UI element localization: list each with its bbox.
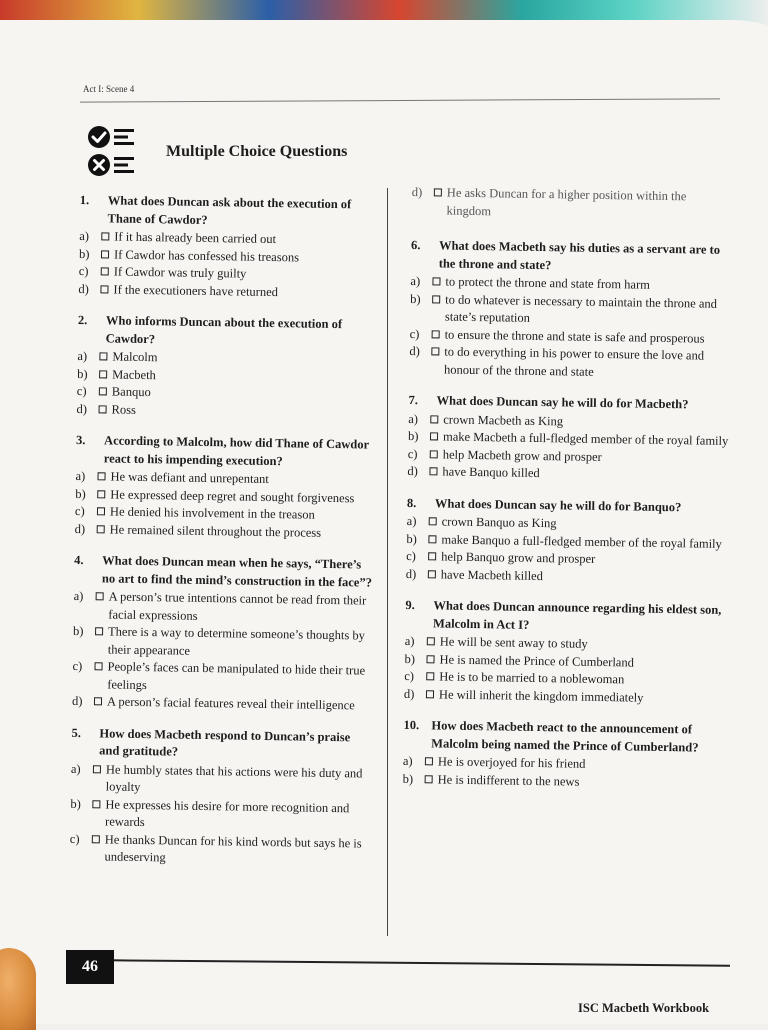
question-number: 8. [406, 495, 417, 510]
option-text: If Cawdor has confessed his treasons [113, 247, 300, 264]
option [72, 658, 373, 698]
checkbox-icon[interactable] [94, 662, 102, 670]
question-2 [76, 312, 378, 423]
question-text: What does Macbeth say his duties as a servant are to the throne and state? [438, 238, 721, 272]
option-text: Banquo [111, 384, 151, 400]
option-letter: c) [78, 263, 89, 279]
option-text: make Banquo a full-fledged member of the royal family [441, 532, 722, 551]
option-text: If Cawdor was truly guilty [113, 264, 247, 281]
option-text: People’s faces can be manipulated to hide their true feelings [107, 659, 366, 692]
option [403, 770, 725, 793]
question-text: What does Duncan mean when he says, “There’s no art to find the mind’s construction in the face”? [101, 553, 373, 590]
checkbox-icon[interactable] [96, 592, 104, 600]
option-letter: b) [404, 651, 416, 666]
checkbox-icon[interactable] [99, 405, 107, 413]
checkbox-icon[interactable] [97, 490, 105, 498]
page-number: 46 [66, 950, 114, 984]
checkbox-icon[interactable] [425, 775, 433, 783]
option-letter: b) [402, 771, 414, 786]
option-letter: b) [72, 623, 84, 639]
question-6 [409, 237, 733, 383]
question-number: 1. [79, 192, 90, 208]
option-letter: a) [79, 228, 90, 244]
option [407, 463, 729, 486]
option-letter: a) [406, 513, 417, 529]
checkbox-icon[interactable] [428, 535, 436, 543]
checkbox-icon[interactable] [101, 267, 109, 275]
option-text: If it has already been carried out [114, 229, 277, 247]
option [72, 693, 372, 715]
question-1 [78, 192, 380, 303]
question-text: What does Duncan announce regarding his eldest son, Malcolm in Act I? [432, 598, 722, 632]
question-text: What does Duncan say he will do for Macbeth? [436, 393, 689, 412]
question-text: What does Duncan say he will do for Banquo? [434, 495, 682, 514]
option-text: Ross [111, 402, 137, 417]
option-letter: a) [410, 273, 421, 289]
option [73, 623, 374, 663]
question-text: How does Macbeth respond to Duncan’s praise and gratitude? [99, 725, 351, 759]
option-letter: d) [411, 184, 423, 200]
option [406, 565, 728, 588]
option-letter: c) [69, 831, 80, 846]
checkbox-icon[interactable] [434, 188, 442, 196]
option-text: There is a way to determine someone’s thoughts by their appearance [107, 624, 366, 658]
option-text: He is overjoyed for his friend [437, 754, 586, 771]
option-letter: c) [406, 548, 416, 564]
option-text: A person’s facial features reveal their intelligence [106, 694, 355, 713]
checkbox-icon[interactable] [101, 232, 109, 240]
option [70, 795, 371, 835]
option-letter: a) [73, 588, 84, 604]
question-8 [406, 494, 729, 588]
column-divider [387, 188, 388, 936]
checkbox-icon[interactable] [430, 415, 438, 423]
checkbox-icon[interactable] [92, 835, 100, 843]
option-letter: a) [70, 761, 81, 776]
option-letter: d) [74, 521, 86, 536]
checkbox-icon[interactable] [94, 697, 102, 705]
option-letter: d) [403, 686, 415, 701]
question-number: 2. [77, 312, 88, 328]
option-text: He is named the Prince of Cumberland [439, 651, 635, 670]
checkbox-icon[interactable] [101, 250, 109, 258]
option-text: to protect the throne and state from harm [445, 274, 651, 292]
checkbox-icon[interactable] [100, 285, 108, 293]
checkbox-icon[interactable] [432, 295, 440, 303]
option [410, 290, 733, 330]
option-text: crown Macbeth as King [443, 412, 564, 428]
question-text: According to Malcolm, how did Thane of Cawdor react to his impending execution? [103, 433, 370, 468]
option [409, 343, 732, 383]
option-continued [411, 184, 734, 224]
option-letter: b) [70, 796, 81, 811]
checkbox-icon[interactable] [97, 525, 105, 533]
option-letter: c) [76, 383, 87, 399]
option-text: crown Banquo as King [441, 514, 557, 531]
checkbox-icon[interactable] [430, 450, 438, 458]
option-text: to ensure the throne and state is safe and prosperous [444, 327, 705, 346]
checkbox-icon[interactable] [426, 690, 434, 698]
option [76, 400, 376, 422]
option-letter: c) [74, 503, 85, 519]
option-text: He asks Duncan for a higher position within the kingdom [446, 185, 687, 218]
option [71, 760, 372, 800]
checkbox-icon[interactable] [432, 330, 440, 338]
option-letter: a) [408, 411, 419, 426]
question-number: 9. [405, 597, 415, 613]
question-9 [404, 597, 728, 708]
option-text: He is to be married to a noblewoman [439, 669, 625, 687]
option-letter: b) [75, 486, 86, 501]
option-letter: c) [404, 668, 415, 684]
checkbox-icon[interactable] [428, 552, 436, 560]
option-text: He expresses his desire for more recognition and rewards [105, 796, 350, 830]
checkbox-icon[interactable] [431, 347, 439, 355]
option-letter: a) [404, 633, 415, 649]
option-letter: b) [78, 246, 90, 261]
question-text: Who informs Duncan about the execution of Cawdor? [105, 313, 343, 346]
option-text: He expressed deep regret and sought forgiveness [110, 487, 355, 505]
checkbox-icon[interactable] [427, 637, 435, 645]
checkbox-icon[interactable] [425, 757, 433, 765]
option [69, 830, 370, 870]
option-text: He is indifferent to the news [437, 771, 580, 789]
option-letter: d) [76, 401, 88, 416]
option-text: He denied his involvement in the treason [109, 504, 315, 522]
option-letter: b) [77, 366, 88, 381]
checkbox-icon[interactable] [428, 570, 436, 578]
option-text: He will be sent away to study [439, 634, 588, 651]
option-text: have Macbeth killed [440, 567, 544, 583]
thumb-photo [0, 948, 36, 1030]
option-letter: b) [406, 531, 417, 546]
section-title: Multiple Choice Questions [166, 143, 348, 160]
option-text: Malcolm [112, 349, 158, 365]
checkbox-icon[interactable] [97, 507, 105, 515]
question-text: How does Macbeth react to the announcement of Malcolm being named the Prince of Cumberland? [431, 718, 699, 755]
option-text: If the executioners have returned [113, 282, 279, 299]
option-letter: d) [78, 281, 90, 296]
option-letter: c) [407, 446, 418, 461]
question-number: 6. [410, 237, 421, 253]
checkbox-icon[interactable] [430, 432, 438, 440]
question-3 [75, 432, 377, 543]
checkbox-icon[interactable] [92, 800, 100, 808]
option-letter: a) [75, 468, 86, 484]
option-text: He will inherit the kingdom immediately [438, 686, 644, 705]
checkbox-icon[interactable] [429, 517, 437, 525]
checkbox-icon[interactable] [97, 472, 105, 480]
option-letter: c) [409, 326, 420, 341]
left-column [69, 192, 380, 884]
option [73, 588, 374, 628]
checkbox-icon[interactable] [426, 672, 434, 680]
question-number: 4. [74, 552, 84, 568]
option [78, 280, 378, 302]
option [404, 685, 726, 708]
question-7 [407, 392, 730, 486]
checkbox-icon[interactable] [99, 352, 107, 360]
checkbox-icon[interactable] [426, 655, 434, 663]
option-text: have Banquo killed [442, 464, 540, 481]
running-head: Act I: Scene 4 [83, 84, 135, 94]
question-number: 10. [403, 717, 420, 733]
question-number: 5. [71, 725, 81, 740]
checkbox-icon[interactable] [99, 387, 107, 395]
option-text: He remained silent throughout the process [109, 522, 322, 540]
checklist-icon [86, 124, 146, 180]
option-letter: a) [402, 753, 413, 769]
option-text: to do whatever is necessary to maintain the throne and state’s reputation [444, 292, 718, 325]
option-letter: d) [71, 693, 83, 709]
checkbox-icon[interactable] [95, 627, 103, 635]
option-text: help Macbeth grow and prosper [442, 447, 602, 464]
option-letter: b) [410, 291, 421, 306]
option-text: Macbeth [112, 367, 156, 382]
question-10 [403, 717, 726, 793]
option-text: He thanks Duncan for his kind words but says he is undeserving [104, 831, 362, 865]
option-letter: d) [405, 566, 417, 581]
option-letter: c) [72, 658, 83, 674]
option-text: make Macbeth a full-fledged member of the royal family [442, 429, 729, 448]
question-text: What does Duncan ask about the execution of Thane of Cawdor? [107, 193, 352, 227]
option-text: to do everything in his power to ensure the love and honour of the throne and state [443, 344, 705, 379]
option-text: He humbly states that his actions were his duty and loyalty [105, 761, 363, 795]
checkbox-icon[interactable] [429, 467, 437, 475]
option-letter: d) [409, 343, 420, 359]
question-5 [69, 724, 371, 870]
option-letter: a) [77, 348, 88, 364]
checkbox-icon[interactable] [93, 765, 101, 773]
option-letter: d) [407, 463, 419, 479]
option-text: He was defiant and unrepentant [110, 469, 269, 487]
checkbox-icon[interactable] [432, 277, 440, 285]
option-letter: b) [407, 428, 419, 444]
question-number: 7. [408, 392, 419, 408]
option [75, 520, 375, 542]
right-column [402, 184, 734, 807]
book-title: ISC Macbeth Workbook [578, 1001, 710, 1015]
question-4 [72, 552, 374, 715]
option-text: help Banquo grow and prosper [441, 549, 596, 566]
checkbox-icon[interactable] [99, 370, 107, 378]
option-text: A person’s true intentions cannot be read from their facial expressions [108, 589, 367, 623]
question-number: 3. [75, 432, 86, 448]
